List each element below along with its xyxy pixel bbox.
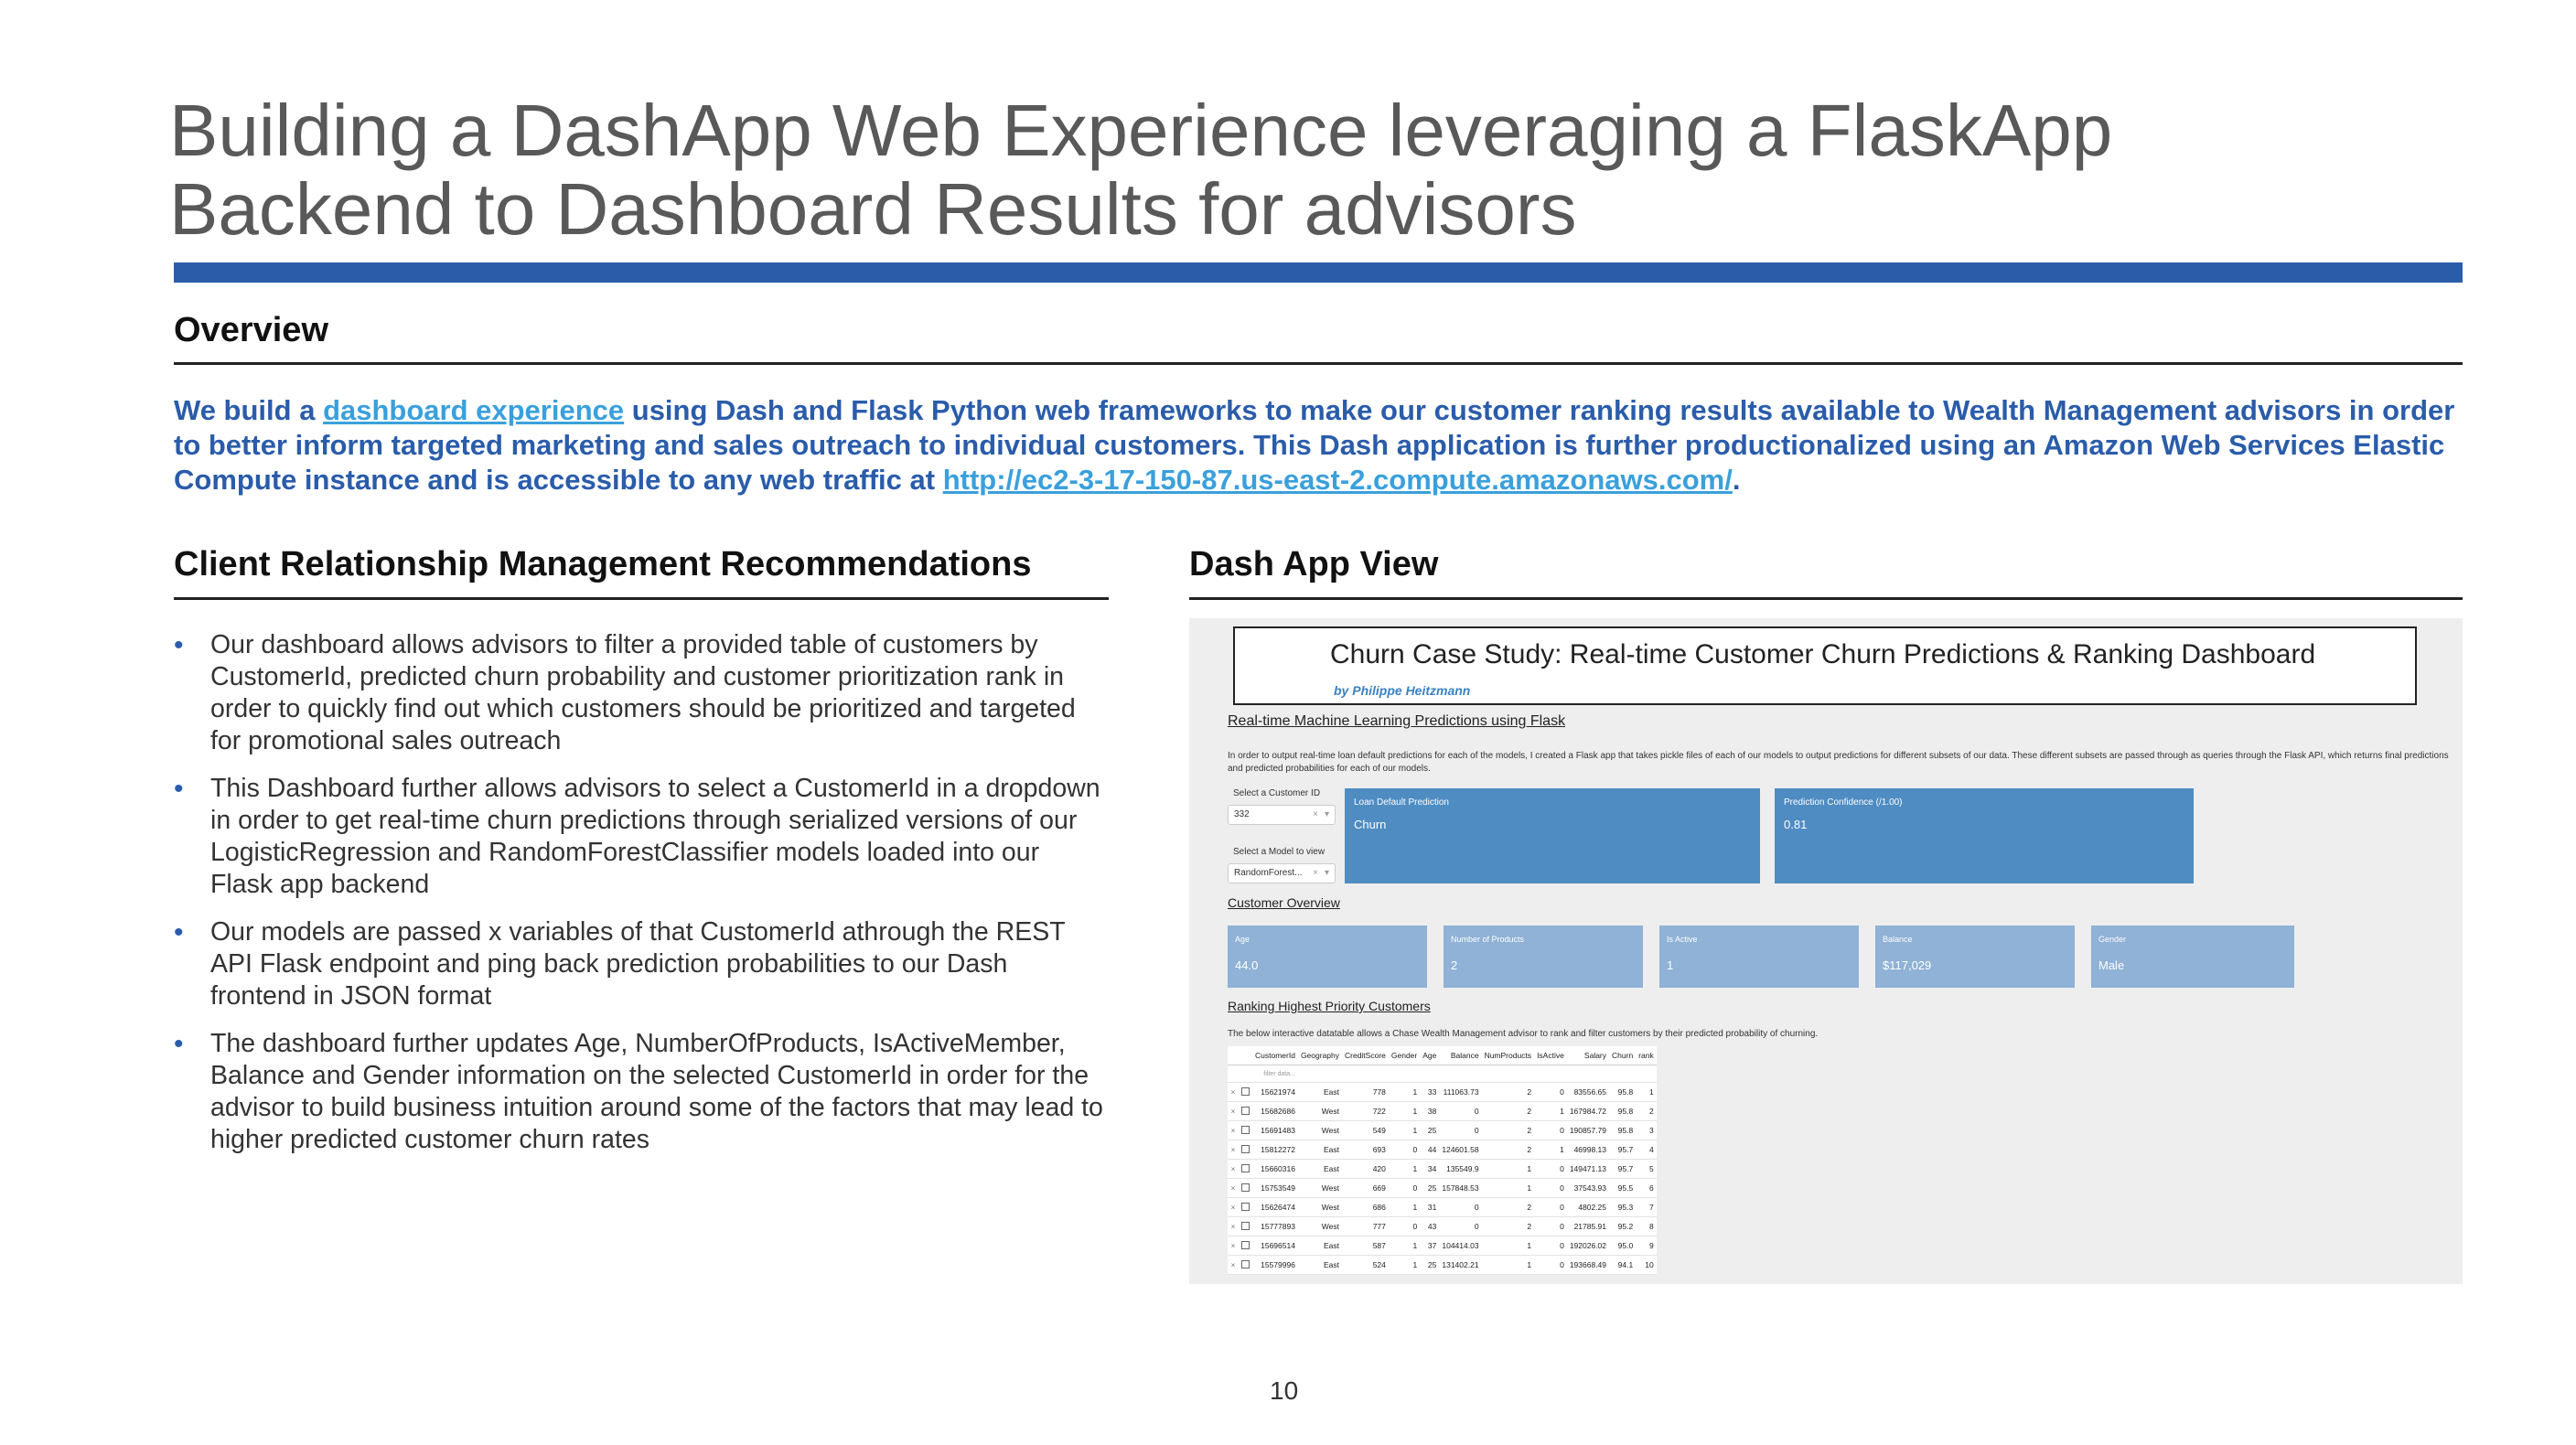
customer-ranking-table <box>1228 1046 1657 1275</box>
table-cell: 777 <box>1342 1217 1389 1236</box>
slide-title-line1: Building a DashApp Web Experience leveraging a FlaskApp <box>169 90 2113 171</box>
table-cell: 95.8 <box>1609 1083 1636 1102</box>
table-cell: West <box>1298 1102 1342 1121</box>
row-select-checkbox[interactable] <box>1239 1121 1252 1140</box>
table-cell: 2 <box>1482 1140 1535 1160</box>
row-delete-icon[interactable]: × <box>1228 1217 1239 1236</box>
table-cell: 0 <box>1534 1121 1567 1140</box>
overview-card-label: Gender <box>2098 935 2127 944</box>
table-cell: West <box>1298 1179 1342 1198</box>
table-cell: 2 <box>1482 1198 1535 1217</box>
table-cell: 0 <box>1534 1083 1567 1102</box>
table-cell: 193668.49 <box>1567 1256 1609 1275</box>
app-title-box <box>1233 626 2417 705</box>
table-cell: 9 <box>1636 1236 1657 1256</box>
table-cell: 15626474 <box>1252 1198 1298 1217</box>
column-header[interactable]: CustomerId <box>1252 1046 1298 1065</box>
row-select-checkbox[interactable] <box>1239 1160 1252 1179</box>
table-cell: 1 <box>1482 1236 1535 1256</box>
overview-card-label: Number of Products <box>1451 935 1525 944</box>
table-cell: 0 <box>1439 1121 1481 1140</box>
table-cell: 2 <box>1482 1083 1535 1102</box>
crm-bullet: • Our models are passed x variables of that CustomerId athrough the REST API Flask endpoint and ping back prediction probabilities to our Dash frontend in JSON format <box>174 916 1107 1012</box>
table-cell: 15579996 <box>1252 1256 1298 1275</box>
column-header[interactable]: Salary <box>1567 1046 1609 1065</box>
overview-card-label: Age <box>1235 935 1250 944</box>
overview-text-start: We build a <box>174 394 324 426</box>
table-cell: 95.3 <box>1609 1198 1636 1217</box>
dashboard-experience-link[interactable]: dashboard experience <box>323 394 625 426</box>
table-cell: 587 <box>1342 1236 1389 1256</box>
table-cell: 21785.91 <box>1567 1217 1609 1236</box>
row-delete-icon[interactable]: × <box>1228 1140 1239 1160</box>
overview-heading: Overview <box>174 311 328 349</box>
header-spacer <box>1228 1046 1239 1065</box>
table-cell: 5 <box>1636 1160 1657 1179</box>
filter-spacer <box>1239 1065 1252 1083</box>
table-body <box>1228 1083 1657 1275</box>
crm-bullet: • This Dashboard further allows advisors to select a CustomerId in a dropdown in order to get real-time churn predictions through serialized versions of our LogisticRegression and RandomForestClassifier models loaded into our Flask app backend <box>174 773 1107 901</box>
table-cell: 95.0 <box>1609 1236 1636 1256</box>
overview-paragraph <box>174 393 2461 498</box>
column-header[interactable]: Gender <box>1389 1046 1420 1065</box>
table-header-row <box>1228 1046 1657 1065</box>
table-cell: 10 <box>1636 1256 1657 1275</box>
table-cell: 15777893 <box>1252 1217 1298 1236</box>
table-cell: 1 <box>1389 1121 1420 1140</box>
table-cell: 135549.9 <box>1439 1160 1481 1179</box>
row-select-checkbox[interactable] <box>1239 1179 1252 1198</box>
table-cell: 43 <box>1420 1217 1439 1236</box>
overview-card-balance <box>1875 926 2075 988</box>
select-customer-label: Select a Customer ID <box>1233 788 1321 798</box>
table-cell: East <box>1298 1140 1342 1160</box>
column-header[interactable]: IsActive <box>1534 1046 1567 1065</box>
row-delete-icon[interactable]: × <box>1228 1256 1239 1275</box>
model-value: RandomForest... <box>1234 868 1303 878</box>
table-cell: 192026.02 <box>1567 1236 1609 1256</box>
checkbox-icon <box>1241 1126 1250 1134</box>
model-dropdown[interactable] <box>1228 863 1336 883</box>
confidence-card <box>1775 788 2194 883</box>
overview-card-gender <box>2091 926 2294 988</box>
table-cell: 1 <box>1389 1198 1420 1217</box>
table-cell: 686 <box>1342 1198 1389 1217</box>
dash-app-view-heading: Dash App View <box>1189 545 1439 583</box>
table-cell: 190857.79 <box>1567 1121 1609 1140</box>
overview-card-products <box>1444 926 1643 988</box>
table-cell: East <box>1298 1160 1342 1179</box>
crm-bullet: • The dashboard further updates Age, NumberOfProducts, IsActiveMember, Balance and Gender information on the selected CustomerId in order for the advisor to build business intuition around some of the factors that may lead to higher predicted customer churn rates <box>174 1028 1107 1156</box>
table-cell: 420 <box>1342 1160 1389 1179</box>
app-title: Churn Case Study: Real-time Customer Churn Predictions & Ranking Dashboard <box>1330 639 2316 669</box>
table-cell: West <box>1298 1217 1342 1236</box>
column-header[interactable]: NumProducts <box>1482 1046 1535 1065</box>
overview-card-active <box>1659 926 1859 988</box>
table-cell: 1 <box>1389 1102 1420 1121</box>
dash-app-screenshot <box>1189 618 2463 1284</box>
table-cell: 7 <box>1636 1198 1657 1217</box>
table-row[interactable] <box>1228 1140 1657 1160</box>
table-cell: 0 <box>1534 1256 1567 1275</box>
overview-card-value: 2 <box>1451 958 1458 972</box>
table-cell: 1 <box>1389 1256 1420 1275</box>
table-cell: 1 <box>1389 1236 1420 1256</box>
table-cell: 167984.72 <box>1567 1102 1609 1121</box>
table-cell: 1 <box>1534 1102 1567 1121</box>
app-byline: by Philippe Heitzmann <box>1334 683 1471 698</box>
table-row[interactable] <box>1228 1083 1657 1102</box>
table-cell: 722 <box>1342 1102 1389 1121</box>
column-header[interactable]: Age <box>1420 1046 1439 1065</box>
table-cell: East <box>1298 1083 1342 1102</box>
table-cell: 693 <box>1342 1140 1389 1160</box>
table-cell: 2 <box>1482 1121 1535 1140</box>
table-cell: 0 <box>1389 1217 1420 1236</box>
table-cell: 111063.73 <box>1439 1083 1481 1102</box>
checkbox-icon <box>1241 1222 1250 1230</box>
checkbox-icon <box>1241 1260 1250 1268</box>
table-cell: 0 <box>1534 1179 1567 1198</box>
app-section-overview: Customer Overview <box>1228 895 1340 910</box>
dash-app-view-divider <box>1189 597 2463 600</box>
chevron-down-icon: ▾ <box>1324 868 1329 878</box>
table-cell: 15621974 <box>1252 1083 1298 1102</box>
row-delete-icon[interactable]: × <box>1228 1160 1239 1179</box>
prediction-label: Loan Default Prediction <box>1354 797 1449 808</box>
column-header[interactable]: rank <box>1636 1046 1657 1065</box>
table-cell: 124601.58 <box>1439 1140 1481 1160</box>
title-accent-bar <box>174 262 2463 283</box>
table-cell: East <box>1298 1256 1342 1275</box>
row-delete-icon[interactable]: × <box>1228 1083 1239 1102</box>
overview-card-label: Balance <box>1883 935 1913 944</box>
table-cell: 0 <box>1534 1236 1567 1256</box>
table-cell: 1 <box>1389 1083 1420 1102</box>
slide-title <box>169 91 2456 249</box>
prediction-card <box>1345 788 1760 883</box>
filter-input[interactable]: filter data... <box>1252 1065 1298 1083</box>
table-cell: 669 <box>1342 1179 1389 1198</box>
crm-bullet: • Our dashboard allows advisors to filter a provided table of customers by CustomerId, predicted churn probability and customer prioritization rank in order to quickly find out which customers should be prioritized and targeted for promotional sales outreach <box>174 629 1107 757</box>
confidence-value: 0.81 <box>1784 818 1808 831</box>
table-filter-row <box>1228 1065 1657 1083</box>
overview-divider <box>174 362 2463 365</box>
table-cell: 15691483 <box>1252 1121 1298 1140</box>
table-cell: 1 <box>1636 1083 1657 1102</box>
table-cell: 157848.53 <box>1439 1179 1481 1198</box>
table-cell: 44 <box>1420 1140 1439 1160</box>
table-cell: 15753549 <box>1252 1179 1298 1198</box>
overview-text-end: . <box>1732 464 1741 496</box>
row-delete-icon[interactable]: × <box>1228 1102 1239 1121</box>
app-section-predictions: Real-time Machine Learning Predictions using Flask <box>1228 713 1566 729</box>
table-cell: 95.7 <box>1609 1160 1636 1179</box>
select-model-label: Select a Model to view <box>1233 847 1326 857</box>
checkbox-icon <box>1241 1203 1250 1211</box>
table-row[interactable] <box>1228 1121 1657 1140</box>
row-delete-icon[interactable]: × <box>1228 1236 1239 1256</box>
table-cell: 15682686 <box>1252 1102 1298 1121</box>
checkbox-icon <box>1241 1087 1250 1096</box>
table-cell: 94.1 <box>1609 1256 1636 1275</box>
table-cell: 4802.25 <box>1567 1198 1609 1217</box>
header-spacer <box>1239 1046 1252 1065</box>
column-header[interactable]: CreditScore <box>1342 1046 1389 1065</box>
table-row[interactable] <box>1228 1236 1657 1256</box>
table-cell: 4 <box>1636 1140 1657 1160</box>
table-cell: 46998.13 <box>1567 1140 1609 1160</box>
table-cell: West <box>1298 1198 1342 1217</box>
table-cell: 0 <box>1389 1179 1420 1198</box>
checkbox-icon <box>1241 1183 1250 1192</box>
table-cell: 0 <box>1439 1217 1481 1236</box>
row-select-checkbox[interactable] <box>1239 1256 1252 1275</box>
page-number: 10 <box>1270 1376 1299 1405</box>
overview-card-value: Male <box>2098 958 2125 972</box>
slide-title-line2: Backend to Dashboard Results for advisors <box>169 168 1577 250</box>
table-cell: 15660316 <box>1252 1160 1298 1179</box>
table-cell: 33 <box>1420 1083 1439 1102</box>
table-cell: West <box>1298 1121 1342 1140</box>
app-section-ranking-desc: The below interactive datatable allows a Chase Wealth Management advisor to rank and filter customers by their predicted probability of churning. <box>1228 1029 1819 1039</box>
table-cell: 95.7 <box>1609 1140 1636 1160</box>
confidence-label: Prediction Confidence (/1.00) <box>1784 797 1903 808</box>
table-cell: 1 <box>1482 1179 1535 1198</box>
row-delete-icon[interactable]: × <box>1228 1198 1239 1217</box>
table-cell: 149471.13 <box>1567 1160 1609 1179</box>
checkbox-icon <box>1241 1107 1250 1115</box>
customer-id-value: 332 <box>1234 809 1250 819</box>
app-section-predictions-desc: In order to output real-time loan default predictions for each of the models, I created a Flask app that takes pickle files of each of our models to output predictions for different subsets of our data. These different subsets are passed through as queries through the Flask API, which returns final predictions and predicted probabilities for each of our models. <box>1228 751 2449 774</box>
column-header[interactable]: Geography <box>1298 1046 1342 1065</box>
row-select-checkbox[interactable] <box>1239 1236 1252 1256</box>
row-select-checkbox[interactable] <box>1239 1140 1252 1160</box>
table-cell: 524 <box>1342 1256 1389 1275</box>
table-cell: 0 <box>1534 1217 1567 1236</box>
table-cell: 95.2 <box>1609 1217 1636 1236</box>
table-row[interactable] <box>1228 1179 1657 1198</box>
table-cell: 31 <box>1420 1198 1439 1217</box>
table-cell: 2 <box>1482 1217 1535 1236</box>
table-cell: 37 <box>1420 1236 1439 1256</box>
customer-id-dropdown[interactable] <box>1228 805 1336 825</box>
table-cell: 37543.93 <box>1567 1179 1609 1198</box>
column-header[interactable]: Balance <box>1439 1046 1481 1065</box>
row-select-checkbox[interactable] <box>1239 1102 1252 1121</box>
overview-text-middle: using Dash and Flask Python web frameworks to make our customer ranking results available to Wealth Management advisors in order to better inform targeted marketing and sales outreach to individual customers. This Dash application is further productionalized using an Amazon Web Services Elastic Compute instance and is accessible to any web traffic at <box>174 394 2455 496</box>
table-cell: 15812272 <box>1252 1140 1298 1160</box>
table-row[interactable] <box>1228 1102 1657 1121</box>
row-select-checkbox[interactable] <box>1239 1083 1252 1102</box>
overview-card-value: $117,029 <box>1883 958 1932 972</box>
table-cell: 25 <box>1420 1121 1439 1140</box>
checkbox-icon <box>1241 1145 1250 1153</box>
table-row[interactable] <box>1228 1217 1657 1236</box>
crm-divider <box>174 597 1109 600</box>
table-cell: 0 <box>1534 1198 1567 1217</box>
table-cell: 1 <box>1482 1160 1535 1179</box>
aws-url-link[interactable]: http://ec2-3-17-150-87.us-east-2.compute.amazonaws.com/ <box>942 464 1733 496</box>
table-cell: 6 <box>1636 1179 1657 1198</box>
table-cell: 95.8 <box>1609 1121 1636 1140</box>
row-select-checkbox[interactable] <box>1239 1217 1252 1236</box>
table-cell: 1 <box>1389 1160 1420 1179</box>
table-cell: 2 <box>1636 1102 1657 1121</box>
table-cell: 38 <box>1420 1102 1439 1121</box>
table-cell: 104414.03 <box>1439 1236 1481 1256</box>
table-cell: 95.5 <box>1609 1179 1636 1198</box>
table-cell: 131402.21 <box>1439 1256 1481 1275</box>
table-row[interactable] <box>1228 1160 1657 1179</box>
table-cell: 549 <box>1342 1121 1389 1140</box>
row-delete-icon[interactable]: × <box>1228 1179 1239 1198</box>
row-select-checkbox[interactable] <box>1239 1198 1252 1217</box>
overview-card-label: Is Active <box>1667 935 1698 944</box>
table-cell: 3 <box>1636 1121 1657 1140</box>
table-cell: East <box>1298 1236 1342 1256</box>
table-cell: 0 <box>1439 1198 1481 1217</box>
checkbox-icon <box>1241 1241 1250 1249</box>
prediction-value: Churn <box>1354 818 1387 831</box>
table-cell: 83556.65 <box>1567 1083 1609 1102</box>
column-header[interactable]: Churn <box>1609 1046 1636 1065</box>
overview-card-value: 44.0 <box>1235 958 1259 972</box>
table-cell: 25 <box>1420 1256 1439 1275</box>
checkbox-icon <box>1241 1164 1250 1172</box>
table-cell: 0 <box>1439 1102 1481 1121</box>
table-row[interactable] <box>1228 1256 1657 1275</box>
table-cell: 0 <box>1389 1140 1420 1160</box>
overview-card-age <box>1228 926 1427 988</box>
crm-bullet-list <box>174 629 1107 1172</box>
table-cell: 0 <box>1534 1160 1567 1179</box>
table-cell: 8 <box>1636 1217 1657 1236</box>
table-cell: 2 <box>1482 1102 1535 1121</box>
table-cell: 1 <box>1534 1140 1567 1160</box>
overview-card-value: 1 <box>1667 958 1674 972</box>
chevron-down-icon: ▾ <box>1324 809 1329 819</box>
table-cell: 778 <box>1342 1083 1389 1102</box>
app-section-ranking: Ranking Highest Priority Customers <box>1228 999 1431 1013</box>
clear-icon[interactable]: × <box>1313 809 1318 819</box>
crm-heading: Client Relationship Management Recommendations <box>174 545 1032 583</box>
table-cell: 15696514 <box>1252 1236 1298 1256</box>
table-cell: 1 <box>1482 1256 1535 1275</box>
table-cell: 25 <box>1420 1179 1439 1198</box>
table-row[interactable] <box>1228 1198 1657 1217</box>
table-cell: 34 <box>1420 1160 1439 1179</box>
table-cell: 95.8 <box>1609 1102 1636 1121</box>
clear-icon[interactable]: × <box>1313 868 1318 878</box>
row-delete-icon[interactable]: × <box>1228 1121 1239 1140</box>
filter-spacer <box>1228 1065 1239 1083</box>
